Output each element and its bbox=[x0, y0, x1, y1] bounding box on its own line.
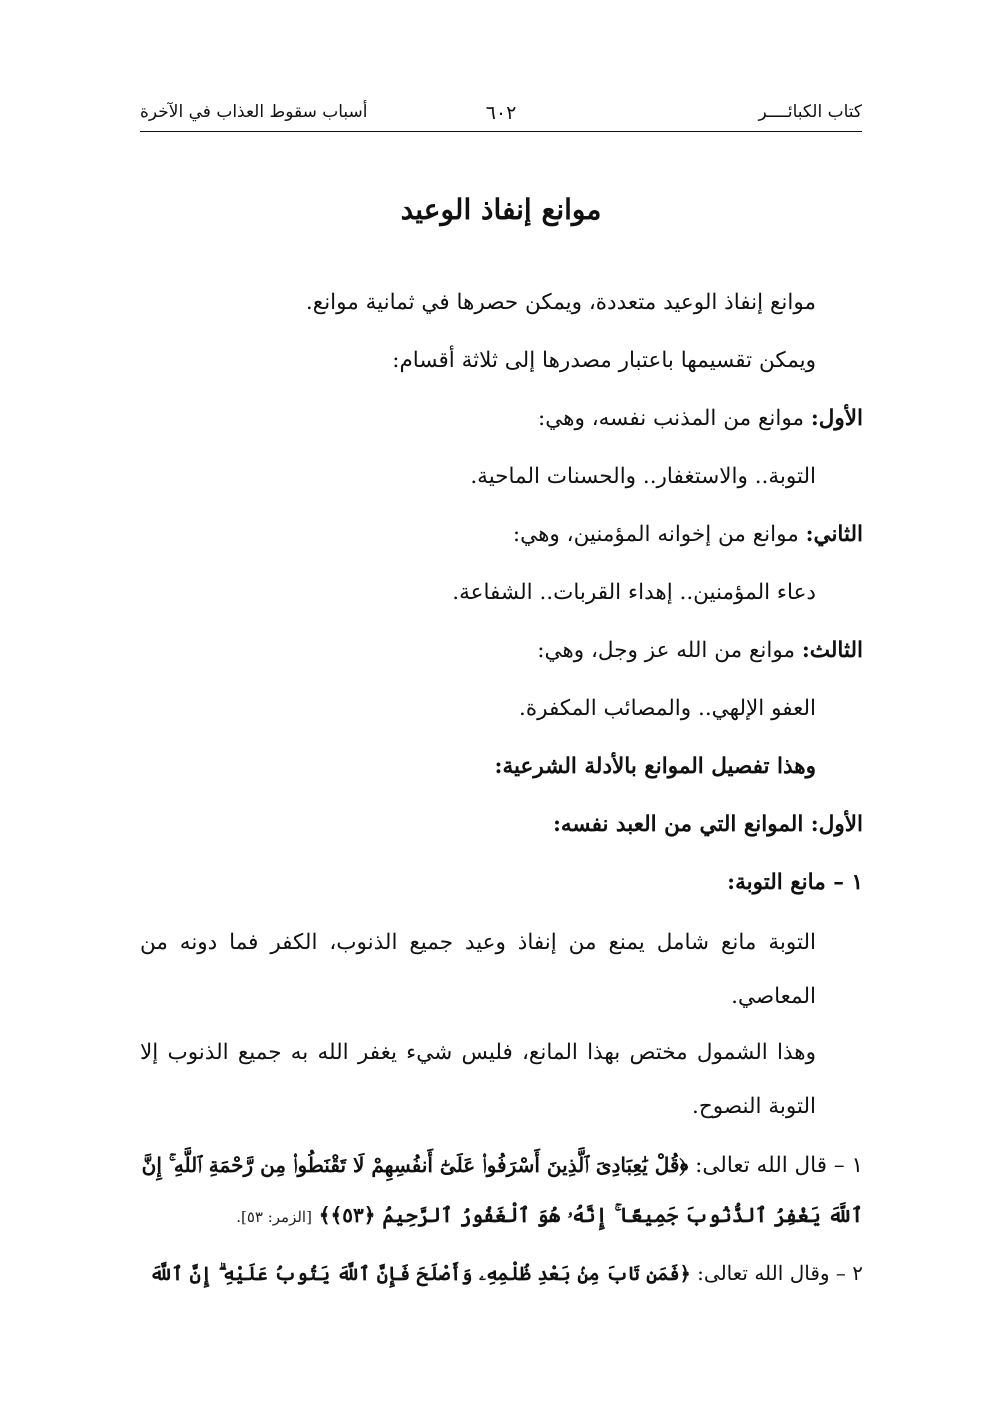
category-first-label: الأول: bbox=[810, 406, 863, 431]
category-third bbox=[537, 634, 863, 668]
paragraph-tawba-line2: المعاصي. bbox=[731, 984, 816, 1009]
evidence-1-verse-part2: ٱللَّهَ يَغْفِرُ ٱلذُّنُوبَ جَمِيعًا ۚ إِنَّهُۥ هُوَ ٱلْغَفُورُ ٱلرَّحِيمُ ﴿٥٣﴾﴾ bbox=[318, 1203, 863, 1227]
detail-heading: وهذا تفصيل الموانع بالأدلة الشرعية: bbox=[494, 754, 816, 779]
category-second-label: الثاني: bbox=[805, 522, 863, 547]
header-rule bbox=[140, 131, 862, 132]
evidence-2-intro: ٢ – وقال الله تعالى: bbox=[690, 1261, 863, 1285]
category-third-items: العفو الإلهي.. والمصائب المكفرة. bbox=[519, 696, 816, 721]
paragraph-scope-line2: التوبة النصوح. bbox=[692, 1094, 816, 1119]
category-first-text: موانع من المذنب نفسه، وهي: bbox=[538, 406, 811, 431]
category-third-label: الثالث: bbox=[801, 638, 863, 663]
evidence-2-line1 bbox=[150, 1256, 863, 1291]
sub-heading: ١ – مانع التوبة: bbox=[727, 870, 863, 895]
category-third-text: موانع من الله عز وجل، وهي: bbox=[537, 638, 802, 663]
evidence-1-line1 bbox=[142, 1148, 863, 1183]
category-second-text: موانع من إخوانه المؤمنين، وهي: bbox=[512, 522, 806, 547]
paragraph-tawba-line1: التوبة مانع شامل يمنع من إنفاذ وعيد جميع الذنوب، الكفر فما دونه من bbox=[140, 930, 816, 955]
evidence-1-verse-part1: ﴿قُلْ يَٰعِبَادِىَ ٱلَّذِينَ أَسْرَفُوا۟ عَلَىٰٓ أَنفُسِهِمْ لَا تَقْنَطُوا۟ مِن رَّحْمَةِ ٱللَّهِ ۚ إِنَّ bbox=[141, 1153, 689, 1177]
category-first bbox=[538, 402, 863, 436]
chapter-title: أسباب سقوط العذاب في الآخرة bbox=[140, 102, 368, 122]
section-heading: الأول: الموانع التي من العبد نفسه: bbox=[552, 812, 863, 837]
page-title: موانع إنفاذ الوعيد bbox=[400, 193, 602, 226]
evidence-1-reference: [الزمر: ٥٣]. bbox=[236, 1208, 312, 1226]
evidence-1-intro: ١ – قال الله تعالى: bbox=[688, 1153, 863, 1178]
paragraph-intro: موانع إنفاذ الوعيد متعددة، ويمكن حصرها في ثمانية موانع. bbox=[305, 290, 816, 315]
category-second-items: دعاء المؤمنين.. إهداء القربات.. الشفاعة. bbox=[452, 580, 816, 605]
paragraph-division: ويمكن تقسيمها باعتبار مصدرها إلى ثلاثة أقسام: bbox=[392, 348, 816, 373]
evidence-2-verse-part1: ﴿فَمَن تَابَ مِنۢ بَعْدِ ظُلْمِهِۦ وَأَصْلَحَ فَإِنَّ ٱللَّهَ يَتُوبُ عَلَيْهِ ۗ إِنَّ ٱللَّهَ bbox=[149, 1263, 691, 1285]
book-title: كتاب الكبائــــر bbox=[758, 102, 862, 122]
paragraph-scope-line1: وهذا الشمول مختص بهذا المانع، فليس شيء يغفر الله به جميع الذنوب إلا bbox=[140, 1040, 816, 1065]
category-first-items: التوبة.. والاستغفار.. والحسنات الماحية. bbox=[470, 464, 816, 489]
page-number: ٦٠٢ bbox=[485, 102, 517, 124]
category-second bbox=[513, 518, 863, 552]
running-header bbox=[140, 100, 862, 128]
evidence-1-line2 bbox=[236, 1198, 863, 1234]
